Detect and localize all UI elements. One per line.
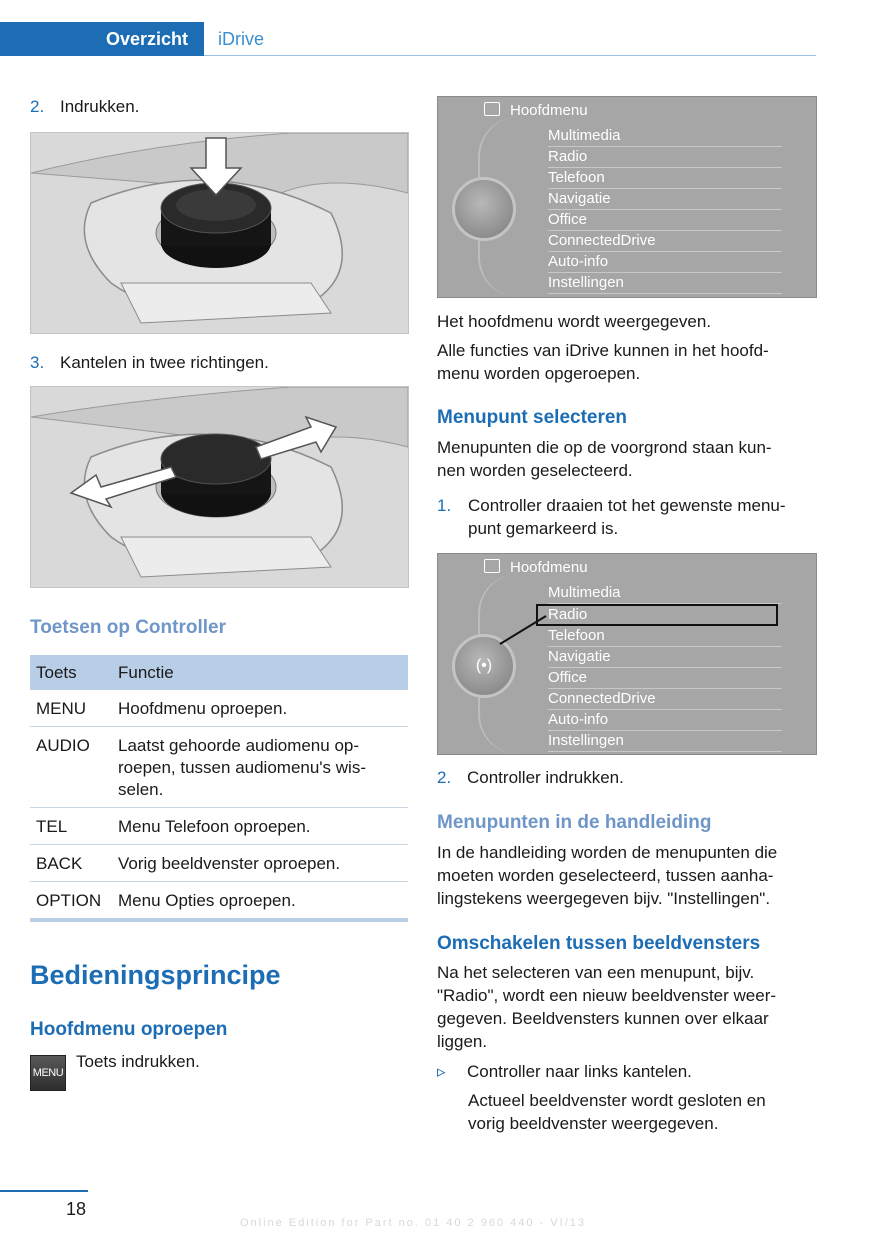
mainmenu-shown-text: Het hoofdmenu wordt weergegeven. [437, 312, 712, 331]
controller-tilt-photo [30, 386, 409, 588]
controller-knob-icon [452, 177, 516, 241]
step-text: Controller indrukken. [467, 768, 624, 787]
table-header: Functie [112, 655, 408, 690]
table-cell-multiline [112, 727, 408, 808]
text-line: lingstekens weergegeven bijv. "Instellingen". [437, 889, 771, 908]
select-step-2 [437, 766, 624, 789]
menu-key-icon: MENU [30, 1055, 66, 1091]
screen-menu-item: Telefoon [548, 626, 782, 647]
header-section: iDrive [218, 29, 265, 49]
idrive-screen-selected [437, 553, 817, 755]
select-step-1 [437, 494, 786, 540]
radio-antenna-icon: (•) [452, 634, 516, 698]
screen-menu-item: Multimedia [548, 583, 782, 604]
menu-key-text: Toets indrukken. [76, 1052, 200, 1071]
menu-list-icon [484, 559, 500, 573]
select-text [437, 436, 772, 482]
screen-menu-item: Auto-info [548, 252, 782, 273]
bullet-item [437, 1060, 692, 1083]
text-line: liggen. [437, 1032, 488, 1051]
switch-text [437, 961, 776, 1053]
manual-text [437, 841, 777, 910]
controller-press-photo [30, 132, 409, 334]
screen-menu-item: Radio [548, 147, 782, 168]
screen-menu-item: ConnectedDrive [548, 689, 782, 710]
table-row [30, 808, 408, 845]
table-row [30, 882, 408, 921]
switch-heading: Omschakelen tussen beeldvensters [437, 933, 761, 954]
mainmenu-heading: Hoofdmenu oproepen [30, 1019, 228, 1040]
table-cell: Menu Telefoon oproepen. [112, 808, 408, 845]
table-cell: OPTION [30, 882, 112, 921]
text-line: In de handleiding worden de menupunten die [437, 843, 778, 862]
keys-table [30, 655, 408, 922]
table-cell-line: roepen, tussen audiomenu's wis- [118, 758, 366, 777]
step-number: 2. [437, 768, 452, 787]
bullet-triangle-icon: ▹ [437, 1062, 446, 1081]
menu-list-icon [484, 102, 500, 116]
text-line: punt gemarkeerd is. [468, 519, 619, 538]
text-line: Actueel beeldvenster wordt gesloten en [468, 1091, 766, 1110]
keys-heading: Toetsen op Controller [30, 617, 226, 638]
screen-menu-item: Auto-info [548, 710, 782, 731]
table-cell: TEL [30, 808, 112, 845]
table-cell: Vorig beeldvenster oproepen. [112, 845, 408, 882]
header-rule [204, 55, 816, 56]
step-number: 2. [30, 97, 45, 116]
table-row [30, 690, 408, 727]
principle-heading: Bedieningsprincipe [30, 960, 281, 990]
table-header: Toets [30, 655, 112, 690]
screen-title: Hoofdmenu [510, 559, 588, 576]
table-cell: AUDIO [30, 727, 112, 808]
text-line: gegeven. Beeldvensters kunnen over elkaar [437, 1009, 769, 1028]
page-number: 18 [66, 1199, 87, 1219]
screen-menu-item: Office [548, 210, 782, 231]
text-line: moeten worden geselecteerd, tussen aanha- [437, 866, 774, 885]
text-line: nen worden geselecteerd. [437, 461, 633, 480]
table-cell-line: selen. [118, 780, 164, 799]
step-number: 3. [30, 353, 45, 372]
bullet-text: Controller naar links kantelen. [467, 1062, 692, 1081]
screen-menu-item: ConnectedDrive [548, 231, 782, 252]
step-text: Indrukken. [60, 97, 140, 116]
text-line: Controller draaien tot het gewenste menu- [468, 496, 786, 515]
page-rule [0, 1190, 88, 1192]
screen-menu-item: Instellingen [548, 273, 782, 294]
table-header-row [30, 655, 408, 690]
idrive-screen-main [437, 96, 817, 298]
table-cell: MENU [30, 690, 112, 727]
text-line: menu worden opgeroepen. [437, 364, 641, 383]
table-cell: Hoofdmenu oproepen. [112, 690, 408, 727]
screen-menu-item: Office [548, 668, 782, 689]
table-cell-line: Laatst gehoorde audiomenu op- [118, 736, 360, 755]
table-cell: BACK [30, 845, 112, 882]
select-heading: Menupunt selecteren [437, 407, 628, 428]
footer-edition-text: Online Edition for Part no. 01 40 2 960 440 - VI/13 [240, 1217, 586, 1229]
text-line: vorig beeldvenster weergegeven. [468, 1114, 719, 1133]
step-2 [30, 95, 139, 118]
screen-menu-item: Navigatie [548, 189, 782, 210]
table-row [30, 727, 408, 808]
text-line: Na het selecteren van een menupunt, bijv. [437, 963, 755, 982]
header-tab-label: Overzicht [105, 29, 188, 49]
all-functions-text [437, 339, 769, 385]
screen-menu-item-selected: Radio [536, 604, 778, 626]
text-line: "Radio", wordt een nieuw beeldvenster weer- [437, 986, 777, 1005]
step-text [468, 494, 786, 540]
text-line: Menupunten die op de voorgrond staan kun- [437, 438, 772, 457]
step-number: 1. [437, 496, 452, 515]
screen-menu-item: Instellingen [548, 731, 782, 752]
screen-menu-item: Navigatie [548, 647, 782, 668]
table-cell: Menu Opties oproepen. [112, 882, 408, 921]
manual-heading: Menupunten in de handleiding [437, 812, 712, 833]
screen-menu-item: Multimedia [548, 126, 782, 147]
screen-menu-item: Telefoon [548, 168, 782, 189]
bullet-subtext [468, 1089, 766, 1135]
header-tab [0, 22, 204, 56]
text-line: Alle functies van iDrive kunnen in het hoofd- [437, 341, 769, 360]
table-row [30, 845, 408, 882]
step-3 [30, 351, 269, 374]
step-text: Kantelen in twee richtingen. [60, 353, 269, 372]
screen-title: Hoofdmenu [510, 102, 588, 119]
